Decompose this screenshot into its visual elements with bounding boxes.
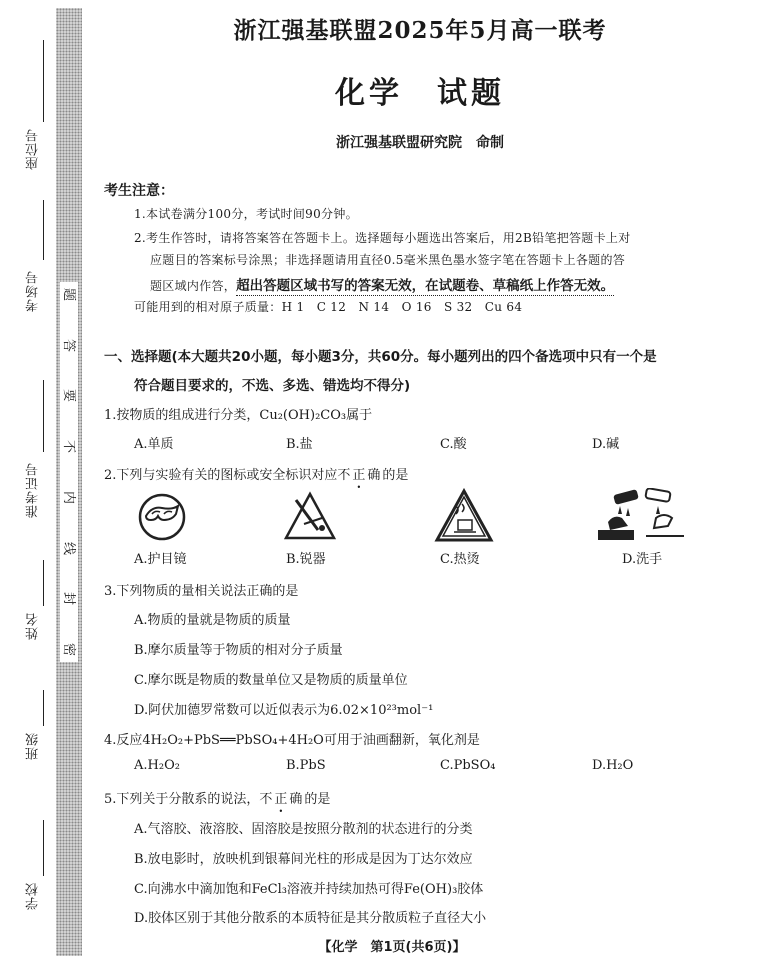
notice-item-2b: 应题目的答案标号涂黑；非选择题请用直径0.5毫米黑色墨水签字笔在答题卡上各题的答	[150, 253, 626, 267]
q2-option-a[interactable]: A.护目镜	[134, 552, 187, 567]
warning-char: 线	[61, 541, 77, 555]
page-footer: 【化学 第1页(共6页)】	[318, 940, 466, 955]
binding-fields	[0, 0, 56, 962]
issuer-line: 浙江强基联盟研究院 命制	[336, 135, 504, 151]
name-label: 姓名	[26, 612, 41, 640]
q2-stem	[104, 464, 408, 483]
q5-option-d[interactable]: D.胶体区别于其他分散系的本质特征是其分散质粒子直径大小	[134, 911, 487, 926]
seat-number-label: 座位号	[26, 128, 41, 170]
warning-char: 要	[61, 389, 77, 403]
q4-option-b[interactable]: B.PbS	[286, 758, 326, 773]
q3-option-b[interactable]: B.摩尔质量等于物质的相对分子质量	[134, 643, 343, 658]
q4-stem: 4.反应4H₂O₂+PbS══PbSO₄+4H₂O可用于油画翻新，氧化剂是	[104, 733, 480, 748]
exam-title: 浙江强基联盟2025年5月高一联考	[233, 17, 607, 44]
warning-char: 不	[61, 440, 77, 454]
q1-option-c[interactable]: C.酸	[440, 437, 467, 452]
name-line	[43, 560, 44, 606]
q2-option-b[interactable]: B.锐器	[286, 552, 326, 567]
notice-heading: 考生注意：	[104, 183, 174, 199]
q2-stem-emphasis: 不正确	[337, 468, 383, 483]
exam-room-label: 考场号	[26, 270, 41, 312]
warning-char: 答	[61, 338, 77, 352]
q1-option-b[interactable]: B.盐	[286, 437, 313, 452]
admission-number-field[interactable]	[0, 380, 56, 540]
exam-room-field[interactable]	[0, 200, 56, 330]
class-label: 班级	[26, 732, 41, 760]
q5-option-b[interactable]: B.放电影时，放映机到银幕间光柱的形成是因为丁达尔效应	[134, 852, 473, 867]
q3-stem: 3.下列物质的量相关说法正确的是	[104, 584, 299, 599]
q2-stem-post: 的是	[382, 468, 409, 483]
q1-option-d[interactable]: D.碱	[592, 437, 620, 452]
section-1-heading: 一、选择题(本大题共20小题，每小题3分，共60分。每小题列出的四个备选项中只有一个是	[104, 349, 657, 365]
school-field[interactable]	[0, 820, 56, 920]
q4-option-c[interactable]: C.PbSO₄	[440, 758, 496, 773]
school-line	[43, 820, 44, 876]
q1-option-a[interactable]: A.单质	[134, 437, 174, 452]
no-answer-warning	[60, 282, 78, 662]
exam-room-line	[43, 200, 44, 260]
q1-stem: 1.按物质的组成进行分类，Cu₂(OH)₂CO₃属于	[104, 408, 373, 423]
class-field[interactable]	[0, 690, 56, 790]
wash-hands-icon	[594, 488, 690, 548]
notice-emphasis: 超出答题区域书写的答案无效，在试题卷、草稿纸上作答无效。	[236, 278, 615, 294]
atomic-masses: 可能用到的相对原子质量：H 1 C 12 N 14 O 16 S 32 Cu 64	[134, 300, 523, 314]
sharp-object-icon	[282, 490, 338, 546]
notice-item-2c	[150, 274, 614, 294]
notice-item-2a: 2.考生作答时，请将答案答在答题卡上。选择题每小题选出答案后，用2B铅笔把答题卡上对	[134, 231, 631, 245]
notice-item-1: 1.本试卷满分100分，考试时间90分钟。	[134, 207, 358, 221]
warning-char: 内	[61, 490, 77, 504]
warning-char: 题	[61, 287, 77, 302]
seat-number-line	[43, 40, 44, 122]
q2-option-d[interactable]: D.洗手	[622, 552, 663, 567]
admission-number-label: 准考证号	[26, 462, 41, 518]
q4-option-a[interactable]: A.H₂O₂	[134, 758, 180, 773]
q5-stem-post: 的是	[304, 792, 331, 807]
q5-stem	[104, 788, 330, 807]
school-label: 学校	[26, 882, 41, 910]
subject-title: 化学 试题	[335, 76, 505, 111]
q5-option-c[interactable]: C.向沸水中滴加饱和FeCl₃溶液并持续加热可得Fe(OH)₃胶体	[134, 882, 484, 897]
q3-option-c[interactable]: C.摩尔既是物质的数量单位又是物质的质量单位	[134, 673, 408, 688]
section-1-heading-cont: 符合题目要求的，不选、多选、错选均不得分)	[134, 378, 411, 394]
q5-stem-pre: 5.下列关于分散系的说法，	[104, 792, 260, 807]
q3-option-d[interactable]: D.阿伏加德罗常数可以近似表示为6.02×10²³mol⁻¹	[134, 703, 434, 718]
q5-stem-emphasis: 不正确	[259, 792, 305, 807]
q2-stem-pre: 2.下列与实验有关的图标或安全标识对应	[104, 468, 338, 483]
q4-option-d[interactable]: D.H₂O	[592, 758, 634, 773]
q3-option-a[interactable]: A.物质的量就是物质的质量	[134, 613, 291, 628]
notice-item-2c-text: 题区域内作答，	[150, 279, 237, 293]
warning-char: 封	[61, 592, 77, 606]
q2-option-c[interactable]: C.热烫	[440, 552, 480, 567]
goggles-icon	[134, 492, 190, 546]
admission-number-line	[43, 380, 44, 452]
hot-surface-icon	[434, 488, 494, 548]
class-line	[43, 690, 44, 726]
name-field[interactable]	[0, 560, 56, 660]
warning-char: 密	[61, 642, 77, 656]
seat-number-field[interactable]	[0, 40, 56, 190]
q5-option-a[interactable]: A.气溶胶、液溶胶、固溶胶是按照分散剂的状态进行的分类	[134, 822, 473, 837]
